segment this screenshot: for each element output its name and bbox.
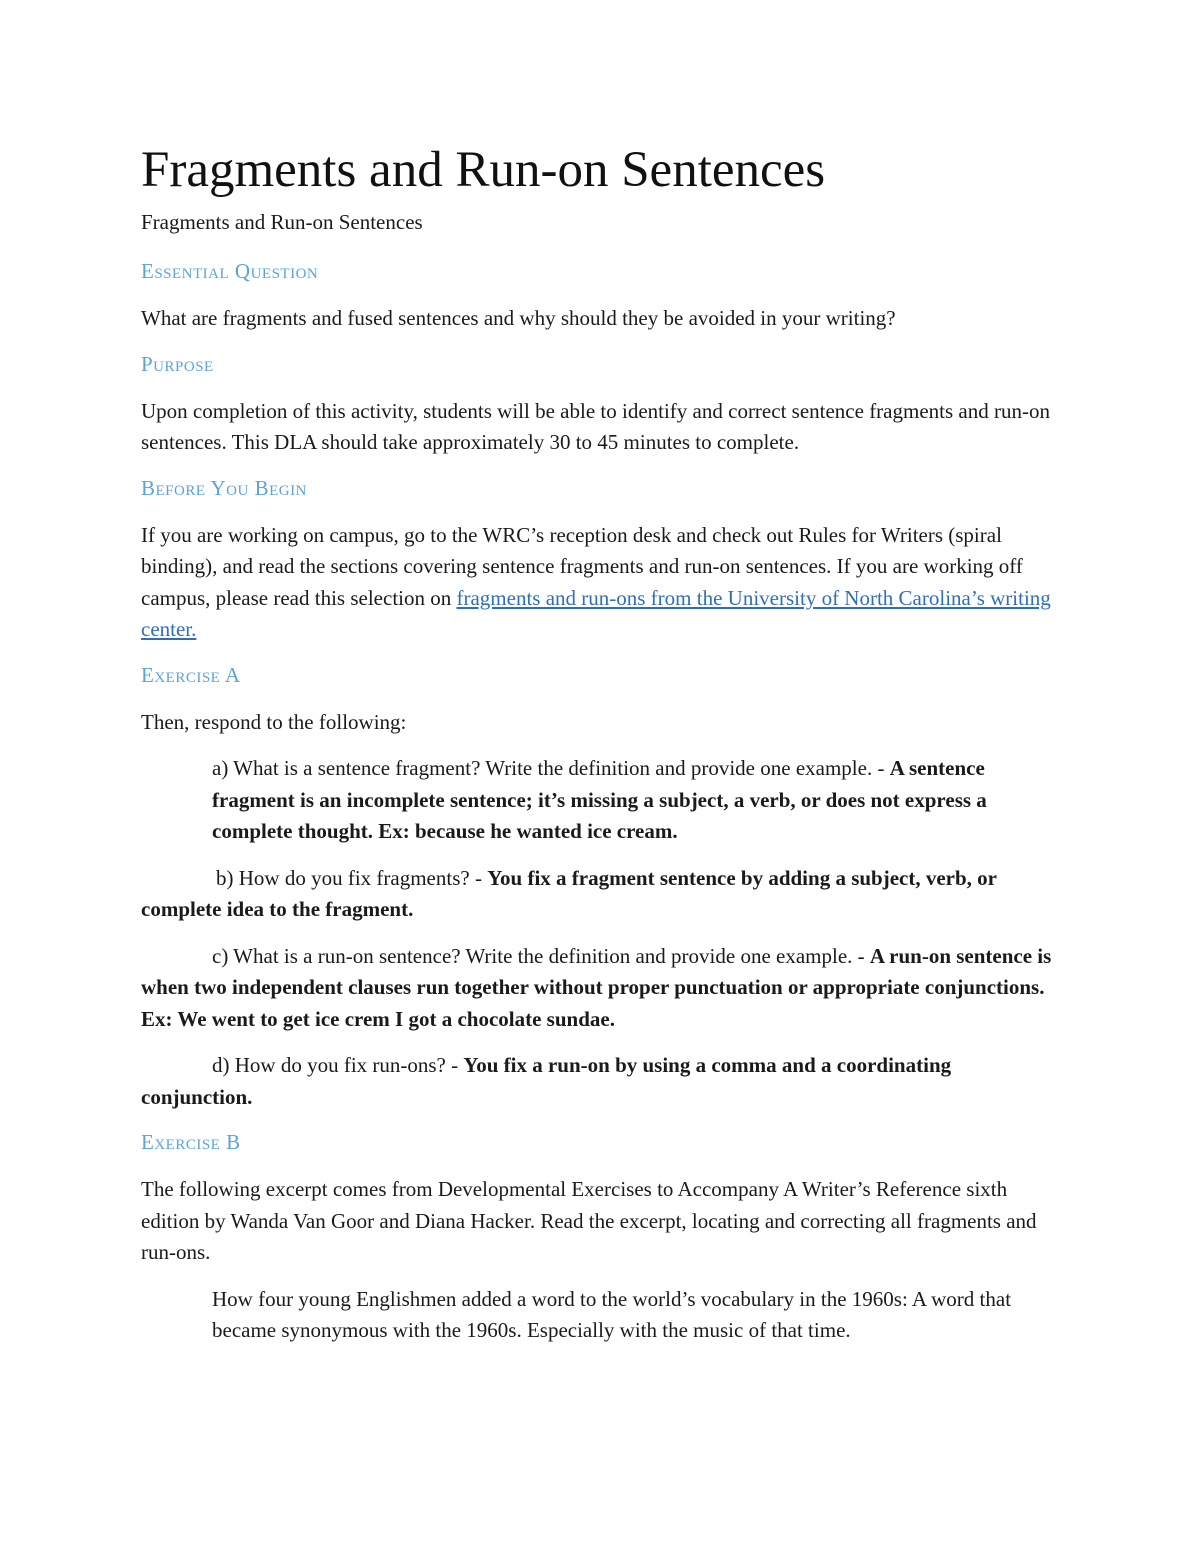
exercise-a-question-d: d) How do you fix run-ons? - — [212, 1053, 464, 1078]
purpose-text: Upon completion of this activity, students will be able to identify and correct sentence fragments and run-on sentences. This DLA should take approximately 30 to 45 minutes to complete. — [141, 398, 1050, 455]
heading-essential-question: Essential Question — [141, 259, 319, 284]
exercise-a-question-b: b) How do you fix fragments? - — [216, 865, 488, 890]
exercise-a-question-a: a) What is a sentence fragment? Write the definition and provide one example. - — [212, 756, 890, 781]
exercise-a-answer-c: A run-on sentence is when two independent clauses run together without proper punctuation or appropriate conjunctions. Ex: We went to get ice crem I got a chocolate sundae. — [141, 943, 1052, 1031]
before-you-begin-text — [141, 520, 1060, 646]
exercise-a-item-a — [141, 753, 1060, 848]
essential-question-text: What are fragments and fused sentences and why should they be avoided in your writing? — [141, 306, 896, 331]
unc-writing-center-link[interactable]: fragments and run-ons from the University of North Carolina’s writing center. — [141, 585, 1051, 642]
exercise-b-intro: The following excerpt comes from Developmental Exercises to Accompany A Writer’s Reference sixth edition by Wanda Van Goor and Diana Hacker. Read the excerpt, locating and correcting all fragments and run-ons. — [141, 1177, 1037, 1265]
exercise-a-question-c: c) What is a run-on sentence? Write the definition and provide one example. - — [212, 943, 870, 968]
exercise-b-excerpt: How four young Englishmen added a word to the world’s vocabulary in the 1960s: A word that became synonymous with the 1960s. Especially with the music of that time. — [212, 1286, 1012, 1343]
exercise-a-answer-b: You fix a fragment sentence by adding a subject, verb, or complete idea to the fragment. — [141, 865, 997, 922]
exercise-a-intro: Then, respond to the following: — [141, 709, 407, 734]
exercise-a-answer-d: You fix a run-on by using a comma and a coordinating conjunction. — [141, 1053, 952, 1109]
heading-exercise-a: Exercise A — [141, 662, 241, 687]
exercise-a-item-d — [141, 1050, 1060, 1113]
document-subtitle: Fragments and Run-on Sentences — [141, 210, 423, 235]
exercise-a-item-b — [141, 863, 1060, 926]
exercise-a-answer-a: A sentence fragment is an incomplete sentence; it’s missing a subject, a verb, or does not express a complete thought. Ex: because he wanted ice cream. — [212, 756, 987, 844]
exercise-a-item-c — [141, 941, 1060, 1036]
heading-before-you-begin: Before You Begin — [141, 475, 307, 500]
document-title: Fragments and Run-on Sentences — [141, 142, 826, 198]
before-you-begin-body: If you are working on campus, go to the WRC’s reception desk and check out Rules for Writers (spiral binding), and read the sections covering sentence fragments and run-on sentences. If you are working off campus, please read this selection on — [141, 522, 1023, 610]
heading-purpose: Purpose — [141, 351, 214, 376]
heading-exercise-b: Exercise B — [141, 1130, 241, 1155]
